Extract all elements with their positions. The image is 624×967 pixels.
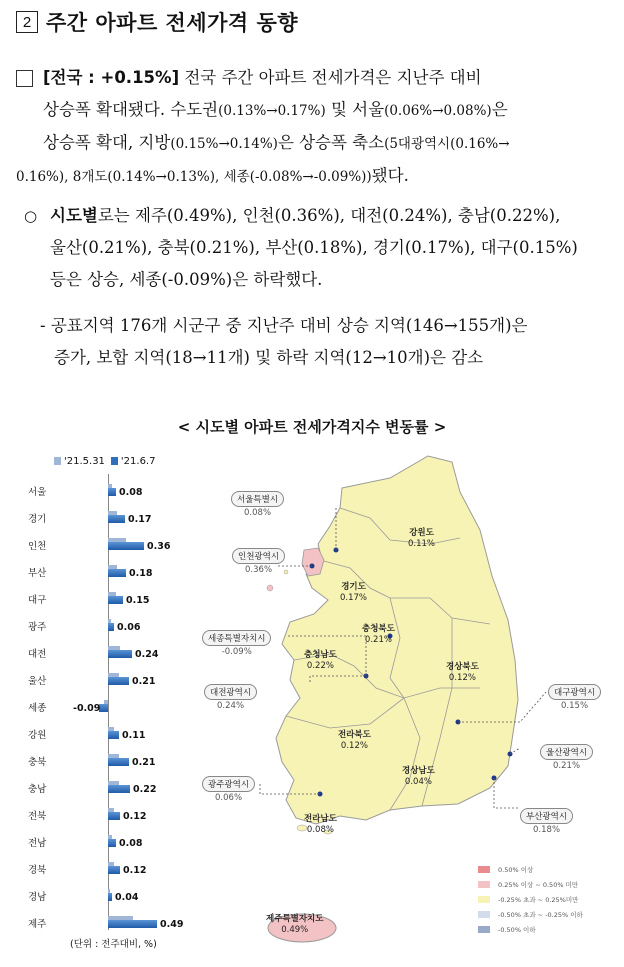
bar-value-label: 0.21 bbox=[132, 676, 156, 687]
map-label-3 bbox=[408, 526, 435, 549]
bar-category-label: 충북 bbox=[28, 757, 47, 768]
map-region-value: 0.21% bbox=[553, 761, 581, 771]
bar-row-3 bbox=[28, 557, 188, 583]
map-region-value: 0.17% bbox=[340, 593, 368, 603]
map-region-value: 0.06% bbox=[215, 793, 243, 803]
map-region-name: 충청남도 bbox=[304, 650, 337, 660]
map-label-14 bbox=[520, 808, 573, 835]
bar-row-1 bbox=[28, 503, 188, 529]
map-label-2 bbox=[340, 580, 367, 603]
bar-row-4 bbox=[28, 584, 188, 610]
section-heading bbox=[16, 8, 298, 36]
bar-category-label: 인천 bbox=[28, 541, 47, 552]
bar-value-label: 0.06 bbox=[117, 622, 141, 633]
bar-row-9 bbox=[28, 719, 188, 745]
map-region-value: 0.18% bbox=[533, 825, 561, 835]
bar-row-12 bbox=[28, 800, 188, 826]
map-region-value: 0.49% bbox=[281, 925, 309, 935]
regional-lead: 시도별 bbox=[50, 206, 98, 225]
bar-value-label: 0.18 bbox=[129, 568, 153, 579]
map-label-16 bbox=[266, 912, 323, 935]
unit-note: (단위 : 전주대비, %) bbox=[70, 939, 157, 950]
bar-value-label: 0.08 bbox=[119, 487, 143, 498]
map-region-name: 경기도 bbox=[341, 582, 366, 592]
map-region-name: 인천광역시 bbox=[232, 548, 285, 564]
bar-current bbox=[108, 731, 119, 739]
bar-row-16 bbox=[28, 908, 188, 934]
map-legend-item: -0.25% 초과 ~ 0.25%미만 bbox=[478, 892, 583, 907]
map-island-dot bbox=[267, 585, 273, 591]
bar-row-0 bbox=[28, 476, 188, 502]
map-label-7 bbox=[204, 684, 257, 711]
bar-row-13 bbox=[28, 827, 188, 853]
map-region-value: 0.15% bbox=[561, 701, 589, 711]
map-label-1 bbox=[232, 548, 285, 575]
bar-value-label: 0.24 bbox=[135, 649, 159, 660]
bar-current bbox=[108, 677, 129, 685]
map-label-0 bbox=[231, 491, 284, 518]
bar-row-5 bbox=[28, 611, 188, 637]
bar-current bbox=[108, 920, 157, 928]
map-label-10 bbox=[338, 728, 371, 751]
bar-row-7 bbox=[28, 665, 188, 691]
bar-current bbox=[108, 650, 132, 658]
bar-category-label: 울산 bbox=[28, 676, 47, 687]
legend-item-cur: '21.6.7 bbox=[111, 456, 156, 467]
section-number: 2 bbox=[16, 11, 38, 33]
bar-category-label: 전북 bbox=[28, 811, 47, 822]
map-label-15 bbox=[304, 812, 337, 835]
bar-current bbox=[108, 596, 123, 604]
square-bullet-icon bbox=[16, 70, 33, 87]
bar-category-label: 대구 bbox=[28, 595, 47, 606]
section-title: 주간 아파트 전세가격 동향 bbox=[46, 11, 299, 35]
bar-value-label: 0.08 bbox=[119, 838, 143, 849]
map-region-value: 0.36% bbox=[245, 565, 273, 575]
bar-row-11 bbox=[28, 773, 188, 799]
map-region-name: 부산광역시 bbox=[520, 808, 573, 824]
map-region-value: 0.08% bbox=[306, 825, 334, 835]
summary-lead: [전국 : +0.15%] bbox=[43, 68, 180, 87]
map-region-value: 0.22% bbox=[306, 661, 334, 671]
map-label-5 bbox=[202, 630, 271, 657]
map-label-6 bbox=[304, 648, 337, 671]
bar-value-label: 0.49 bbox=[160, 919, 184, 930]
bar-current bbox=[108, 758, 129, 766]
bar-category-label: 대전 bbox=[28, 649, 47, 660]
map-label-8 bbox=[446, 660, 479, 683]
map-label-12 bbox=[402, 764, 435, 787]
map-region-name: 경상남도 bbox=[402, 766, 435, 776]
bar-row-6 bbox=[28, 638, 188, 664]
bar-current bbox=[108, 515, 125, 523]
bar-current bbox=[108, 785, 130, 793]
map-region-name: 충청북도 bbox=[362, 624, 395, 634]
map-region-value: 0.12% bbox=[340, 741, 368, 751]
bar-row-15 bbox=[28, 881, 188, 907]
map-region-name: 세종특별자치시 bbox=[202, 630, 271, 646]
map-region-value: 0.21% bbox=[364, 635, 392, 645]
map-region-name: 서울특별시 bbox=[231, 491, 284, 507]
bar-category-label: 전남 bbox=[28, 838, 47, 849]
bar-current bbox=[108, 839, 116, 847]
map-region-name: 전라북도 bbox=[338, 730, 371, 740]
bar-category-label: 부산 bbox=[28, 568, 47, 579]
map-region-name: 제주특별자치도 bbox=[266, 914, 324, 924]
map-label-4 bbox=[362, 622, 395, 645]
chart-title: < 시도별 아파트 전세가격지수 변동률 > bbox=[177, 418, 447, 436]
bar-current bbox=[108, 623, 114, 631]
map-label-13 bbox=[202, 776, 255, 803]
map-region-name: 강원도 bbox=[409, 528, 434, 538]
map-legend-item: -0.50% 이하 bbox=[478, 922, 583, 937]
bar-category-label: 서울 bbox=[28, 487, 47, 498]
map-label-11 bbox=[540, 744, 593, 771]
bar-row-10 bbox=[28, 746, 188, 772]
bar-category-label: 제주 bbox=[28, 919, 47, 930]
map-region-name: 대전광역시 bbox=[204, 684, 257, 700]
summary-paragraph: [전국 : +0.15%] 전국 주간 아파트 전세가격은 지난주 대비 상승폭 확대됐다. 수도권(0.13%→0.17%) 및 서울(0.06%→0.08%)은 상승폭 확대, 지방(0.15%→0.14%)은 상승폭 축소(5대광역시(0.16%→ 0.16%), 8개도(0.14%→0.13%), 세종(-0.08%→-0.09%))됐다. bbox=[16, 68, 510, 185]
map-region-value: 0.24% bbox=[217, 701, 245, 711]
map-region-name: 울산광역시 bbox=[540, 744, 593, 760]
bar-category-label: 경남 bbox=[28, 892, 47, 903]
bar-category-label: 세종 bbox=[28, 703, 47, 714]
bar-value-label: 0.36 bbox=[147, 541, 171, 552]
map-region-name: 경상북도 bbox=[446, 662, 479, 672]
bar-value-label: 0.15 bbox=[126, 595, 150, 606]
bar-category-label: 경기 bbox=[28, 514, 47, 525]
bar-category-label: 충남 bbox=[28, 784, 47, 795]
bar-value-label: 0.21 bbox=[132, 757, 156, 768]
bar-current bbox=[108, 569, 126, 577]
circle-bullet-icon: ○ bbox=[24, 207, 38, 225]
bar-row-2 bbox=[28, 530, 188, 556]
map-legend-item: 0.50% 이상 bbox=[478, 862, 583, 877]
bar-row-8 bbox=[28, 692, 188, 718]
map-label-9 bbox=[548, 684, 601, 711]
map-region-name: 광주광역시 bbox=[202, 776, 255, 792]
map-region-value: 0.12% bbox=[448, 673, 476, 683]
map-region-value: 0.08% bbox=[244, 508, 272, 518]
bar-value-label: 0.22 bbox=[133, 784, 157, 795]
bar-current bbox=[108, 488, 116, 496]
regional-paragraph: ○ 시도별로는 제주(0.49%), 인천(0.36%), 대전(0.24%), 충남(0.22%), 울산(0.21%), 충북(0.21%), 부산(0.18%), 경기(0.17%), 대구(0.15%) 등은 상승, 세종(-0.09%)은 하락했다. bbox=[24, 200, 614, 296]
bar-category-label: 광주 bbox=[28, 622, 47, 633]
map-legend-item: -0.50% 초과 ~ -0.25% 이하 bbox=[478, 907, 583, 922]
map-region-value: 0.11% bbox=[408, 539, 436, 549]
bar-value-label: 0.11 bbox=[122, 730, 146, 741]
bar-current bbox=[108, 542, 144, 550]
bar-current bbox=[108, 866, 120, 874]
map-legend-item: 0.25% 이상 ~ 0.50% 미만 bbox=[478, 877, 583, 892]
map-region-name: 전라남도 bbox=[304, 814, 337, 824]
map-region-name: 대구광역시 bbox=[548, 684, 601, 700]
bar-current bbox=[108, 812, 120, 820]
detail-paragraph: - 공표지역 176개 시군구 중 지난주 대비 상승 지역(146→155개)은 증가, 보합 지역(18→11개) 및 하락 지역(12→10개)은 감소 bbox=[40, 316, 528, 367]
bar-value-label: 0.12 bbox=[123, 865, 147, 876]
map-region-value: 0.04% bbox=[404, 777, 432, 787]
map-mainland bbox=[276, 456, 518, 824]
bar-category-label: 경북 bbox=[28, 865, 47, 876]
bar-value-label: 0.17 bbox=[128, 514, 152, 525]
bar-category-label: 강원 bbox=[28, 730, 47, 741]
bar-value-label: 0.04 bbox=[115, 892, 139, 903]
bar-current bbox=[108, 893, 112, 901]
map-legend bbox=[478, 862, 583, 937]
bar-row-14 bbox=[28, 854, 188, 880]
map-region-value: -0.09% bbox=[221, 647, 252, 657]
bar-value-label: 0.12 bbox=[123, 811, 147, 822]
bar-legend bbox=[54, 456, 155, 467]
legend-item-prev: '21.5.31 bbox=[54, 456, 105, 467]
bar-value-label: -0.09 bbox=[73, 703, 101, 714]
